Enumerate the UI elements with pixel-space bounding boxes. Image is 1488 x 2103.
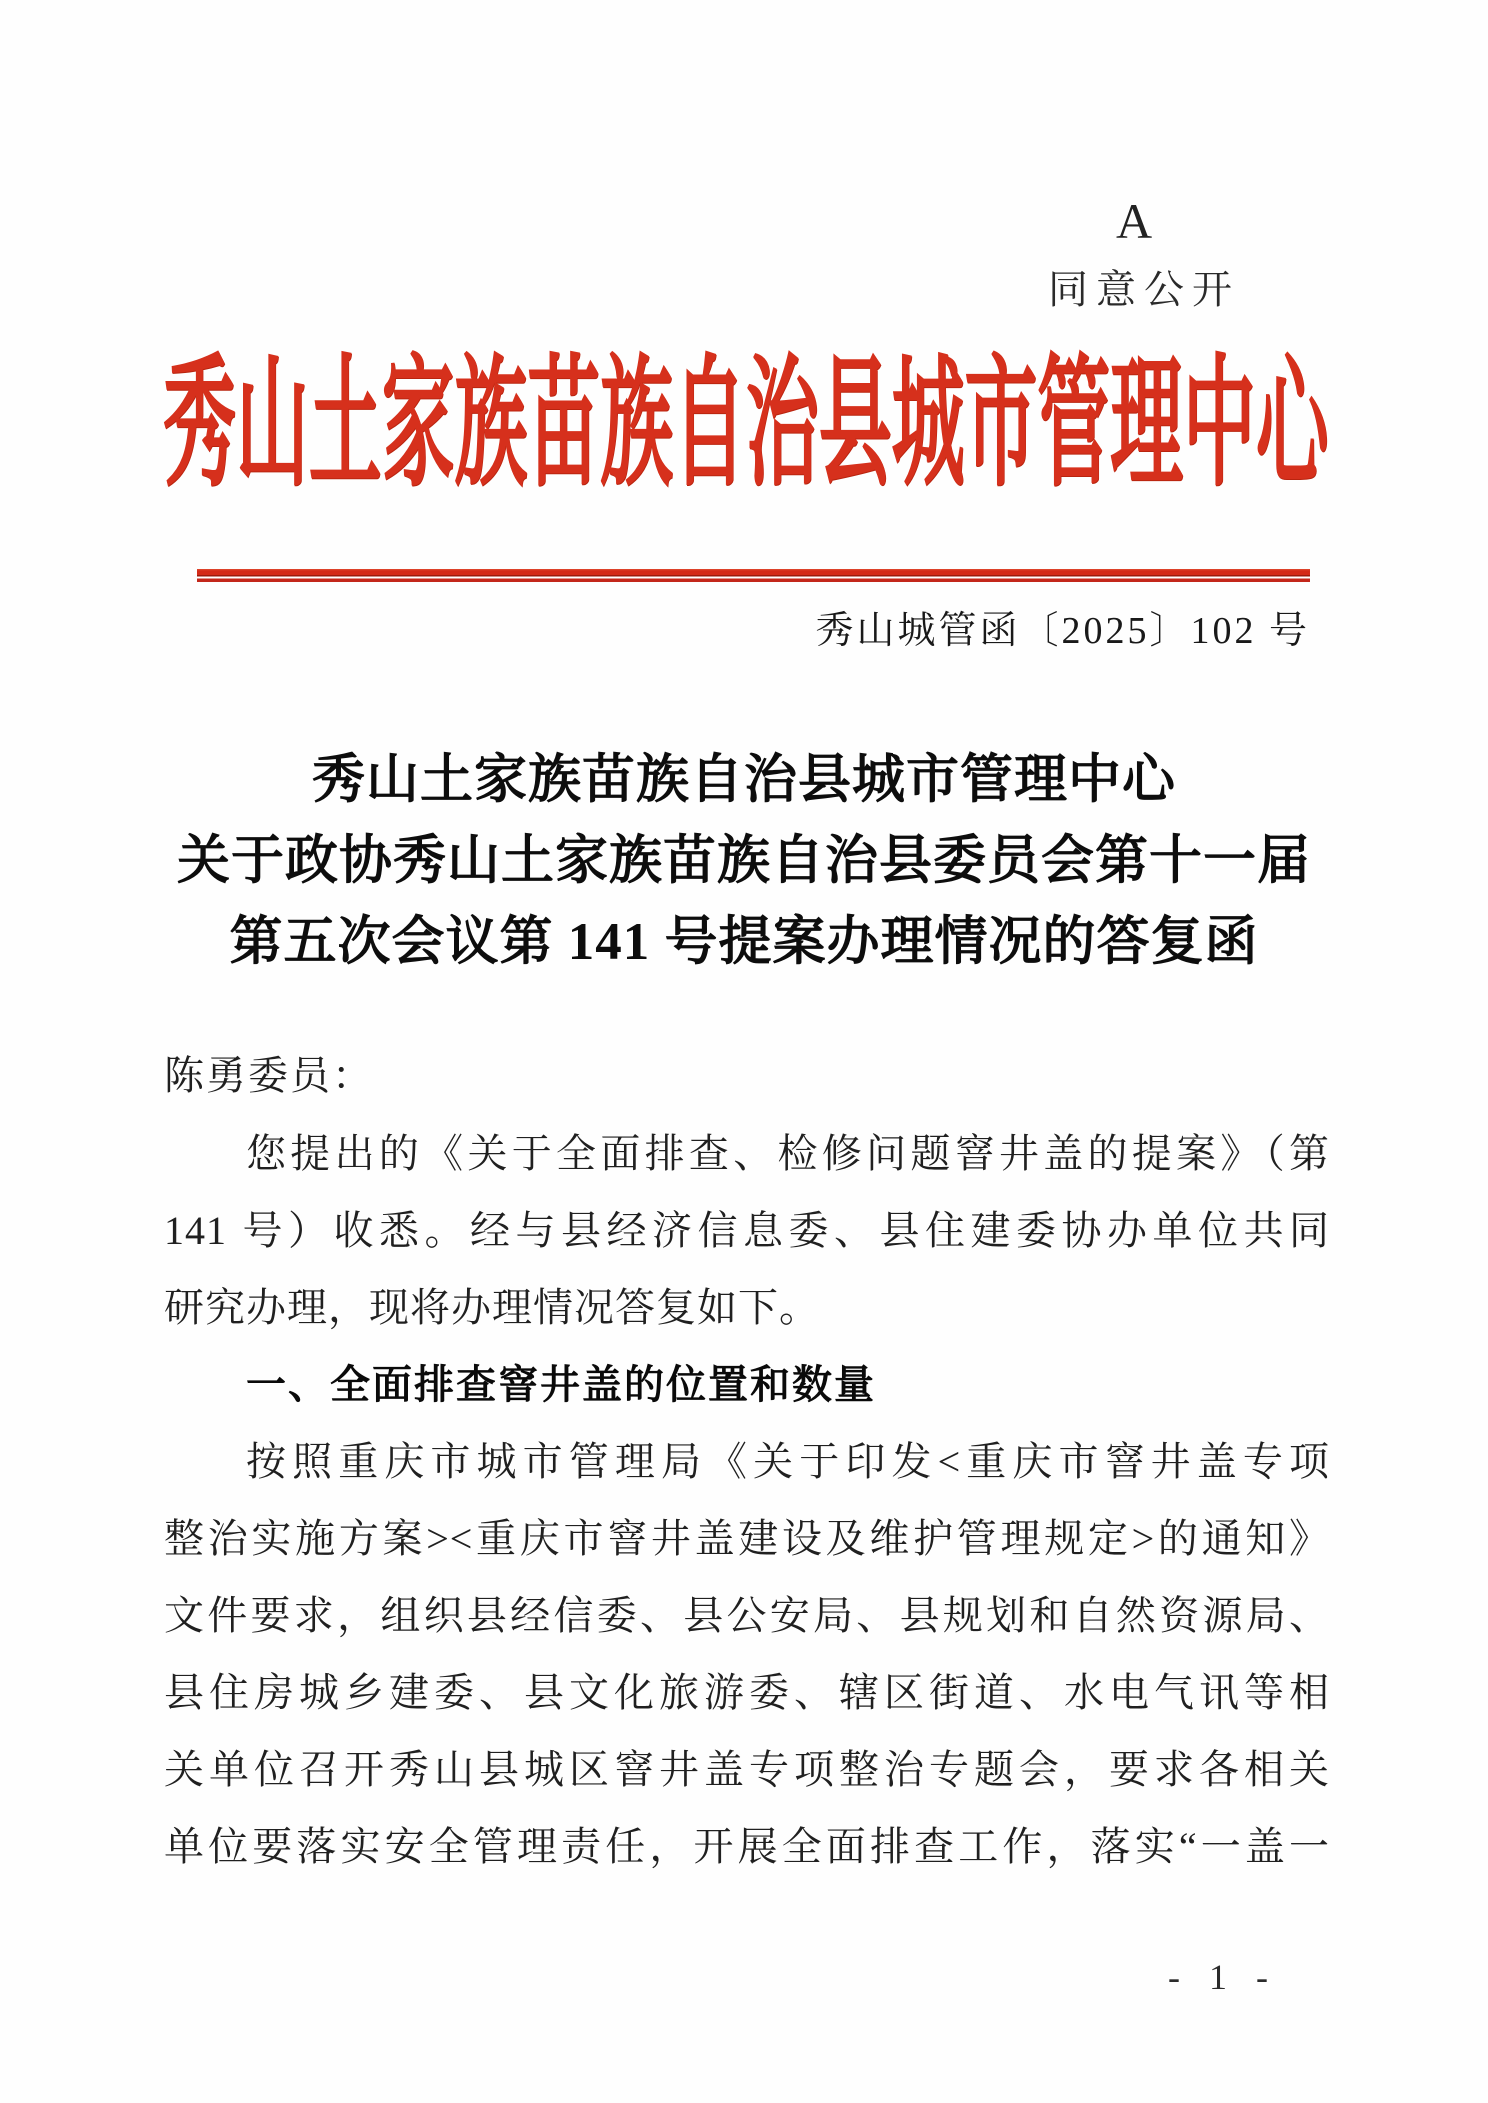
body-line: 单位要落实安全管理责任，开展全面排查工作，落实“一盖一 (164, 1824, 1330, 1869)
body-line: 您提出的《关于全面排查、检修问题窨井盖的提案》（第 (246, 1131, 1330, 1176)
document-number: 秀山城管函〔2025〕102 号 (815, 610, 1310, 652)
body-line: 按照重庆市城市管理局《关于印发<重庆市窨井盖专项 (246, 1439, 1330, 1484)
document-title (60, 740, 1428, 983)
classification-letter: A (1116, 193, 1153, 249)
body-line: 研究办理，现将办理情况答复如下。 (164, 1285, 820, 1330)
masthead-title: 秀山土家族苗族自治县城市管理中心 (163, 345, 1329, 503)
section-heading: 秀山土家族苗族自治县城市管理中心 (312, 751, 1176, 809)
section-heading: 第五次会议第 141 号提案办理情况的答复函 (229, 913, 1259, 971)
red-masthead (163, 345, 1331, 503)
salutation: 陈勇委员： (164, 1053, 374, 1098)
approval-note: 同意公开 (1048, 267, 1240, 312)
body-line: 县住房城乡建委、县文化旅游委、辖区街道、水电气讯等相 (164, 1670, 1330, 1715)
red-divider-line (197, 569, 1310, 582)
body-paragraphs (164, 1123, 1330, 1893)
body-line: 整治实施方案><重庆市窨井盖建设及维护管理规定>的通知》 (164, 1516, 1330, 1561)
body-line: 文件要求，组织县经信委、县公安局、县规划和自然资源局、 (164, 1593, 1330, 1638)
body-line: 141 号）收悉。经与县经济信息委、县住建委协办单位共同 (164, 1208, 1330, 1253)
body-line: 关单位召开秀山县城区窨井盖专项整治专题会，要求各相关 (164, 1747, 1330, 1792)
section-heading: 一、全面排查窨井盖的位置和数量 (246, 1363, 876, 1407)
page-number: - 1 - (1168, 1957, 1278, 1997)
section-heading: 关于政协秀山土家族苗族自治县委员会第十一届 (177, 832, 1311, 890)
document-body (164, 1046, 1330, 1893)
